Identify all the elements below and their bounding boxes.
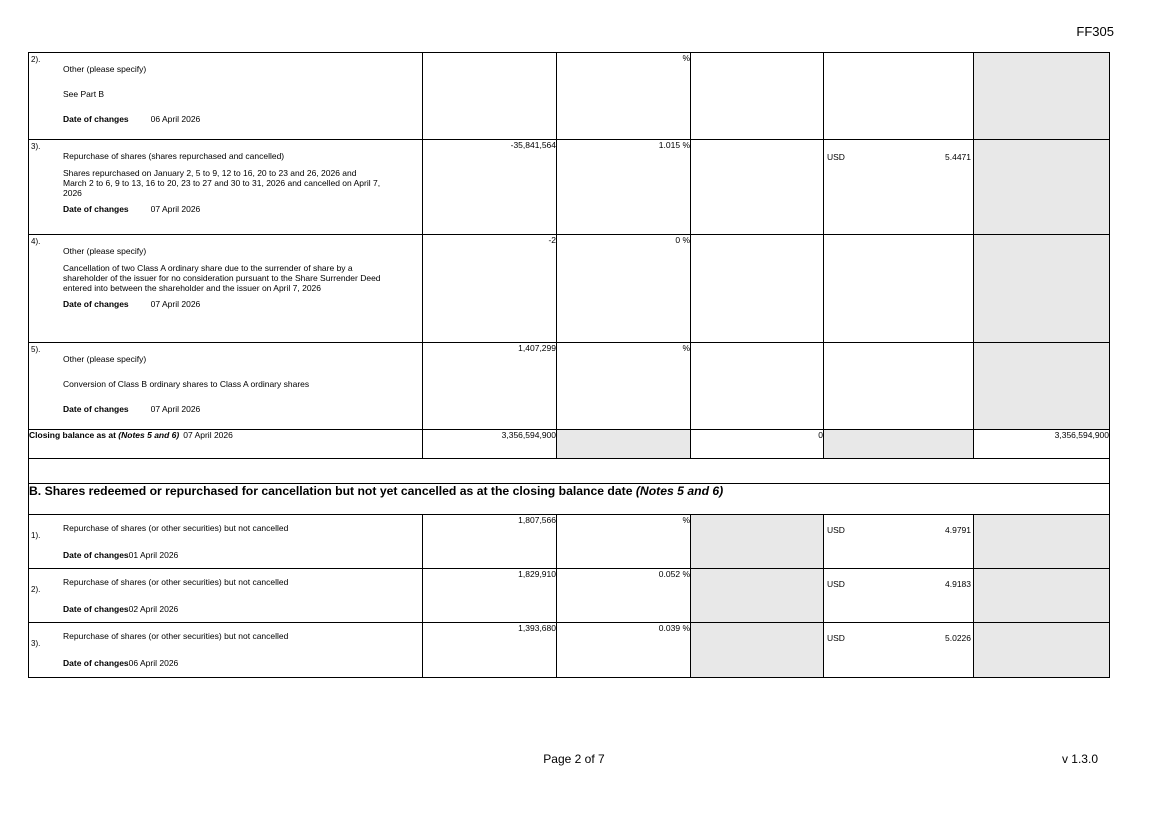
price-cell — [824, 343, 974, 430]
gray-cell — [824, 430, 974, 459]
row-description — [29, 53, 423, 140]
percent-value: 0.052 — [658, 569, 681, 579]
date-label: Date of changes — [63, 604, 129, 614]
percent-cell — [557, 515, 691, 569]
date-value: 06 April 2026 — [150, 114, 201, 124]
section-b-notes: (Notes 5 and 6) — [635, 484, 724, 498]
price-value: 5.0226 — [945, 633, 971, 643]
percent-sign: % — [682, 140, 690, 150]
closing-balance-row — [29, 430, 1110, 459]
shares-cell: 1,807,566 — [423, 515, 557, 569]
currency: USD — [827, 633, 845, 643]
percent-cell — [557, 235, 691, 343]
row-description — [29, 343, 423, 430]
version-label: v 1.3.0 — [1061, 752, 1098, 766]
gray-cell — [974, 569, 1110, 623]
row-title: Repurchase of shares (shares repurchased and cancelled) — [63, 151, 285, 161]
empty-cell — [691, 235, 824, 343]
percent-cell — [557, 569, 691, 623]
percent-sign: % — [682, 343, 690, 353]
date-of-changes — [29, 114, 422, 128]
row-number: 3). — [31, 142, 41, 151]
date-value: 07 April 2026 — [150, 404, 201, 414]
date-of-changes — [29, 550, 422, 560]
percent-sign: % — [682, 235, 690, 245]
gray-cell — [974, 53, 1110, 140]
price-cell — [824, 53, 974, 140]
percent-cell — [557, 343, 691, 430]
row-title: Repurchase of shares (or other securities) but not cancelled — [63, 523, 289, 533]
price-cell — [824, 515, 974, 569]
gray-cell — [691, 623, 824, 678]
shares-cell: 1,407,299 — [423, 343, 557, 430]
row-description — [29, 515, 423, 569]
row-number: 5). — [31, 345, 41, 354]
price-cell — [824, 235, 974, 343]
price-cell — [824, 623, 974, 678]
section-b-row — [29, 515, 1110, 569]
shares-cell — [423, 53, 557, 140]
page-number: Page 2 of 7 — [543, 752, 605, 766]
date-value: 06 April 2026 — [128, 658, 179, 668]
date-value: 07 April 2026 — [150, 204, 201, 214]
percent-value: 1.015 — [658, 140, 681, 150]
gray-cell — [691, 569, 824, 623]
percent-sign: % — [682, 623, 690, 633]
closing-shares: 3,356,594,900 — [423, 430, 557, 459]
row-description — [29, 235, 423, 343]
date-value: 02 April 2026 — [128, 604, 179, 614]
gray-cell — [974, 623, 1110, 678]
date-value: 07 April 2026 — [150, 299, 201, 309]
row-number: 4). — [31, 237, 41, 246]
percent-value: 0 — [675, 235, 681, 245]
row-detail: Cancellation of two Class A ordinary share due to the surrender of share by a shareholder of the issuer for no consideration pursuant to the Share Surrender Deed entered into between the shareholder and the issuer on April 7, 2026 — [63, 263, 381, 293]
section-b-heading — [29, 484, 1110, 515]
shares-cell: -2 — [423, 235, 557, 343]
date-value: 01 April 2026 — [128, 550, 179, 560]
closing-date: 07 April 2026 — [183, 430, 233, 440]
date-of-changes — [29, 204, 422, 218]
section-a-row — [29, 343, 1110, 430]
spacer-cell — [29, 459, 1110, 484]
percent-cell — [557, 53, 691, 140]
date-of-changes — [29, 658, 422, 668]
closing-balance-label — [29, 430, 423, 459]
date-label: Date of changes — [63, 658, 129, 668]
price-value: 4.9183 — [945, 579, 971, 589]
gray-cell — [974, 235, 1110, 343]
closing-total: 3,356,594,900 — [974, 430, 1110, 459]
date-of-changes — [29, 299, 422, 313]
percent-value: 0.039 — [658, 623, 681, 633]
row-detail: See Part B — [63, 89, 105, 99]
date-of-changes — [29, 604, 422, 614]
price-cell — [824, 569, 974, 623]
percent-sign: % — [682, 515, 690, 525]
row-description — [29, 569, 423, 623]
row-detail: Shares repurchased on January 2, 5 to 9, 12 to 16, 20 to 23 and 26, 2026 and March 2 to 6, 9 to 13, 16 to 20, 23 to 27 and 30 to 31, 2026 and cancelled on April 7, 2026 — [63, 168, 381, 198]
price-value: 4.9791 — [945, 525, 971, 535]
date-label: Date of changes — [63, 550, 129, 560]
closing-label: Closing balance as at — [29, 430, 116, 440]
gray-cell — [974, 343, 1110, 430]
spacer-row — [29, 459, 1110, 484]
gray-cell — [557, 430, 691, 459]
gray-cell — [691, 515, 824, 569]
date-label: Date of changes — [63, 404, 129, 414]
closing-col4: 0 — [691, 430, 824, 459]
row-title: Other (please specify) — [63, 354, 147, 364]
row-number: 2). — [31, 55, 41, 64]
row-detail: Conversion of Class B ordinary shares to Class A ordinary shares — [63, 379, 310, 389]
date-label: Date of changes — [63, 299, 129, 309]
section-a-row — [29, 53, 1110, 140]
section-b-header-row — [29, 484, 1110, 515]
empty-cell — [691, 343, 824, 430]
section-b-row — [29, 623, 1110, 678]
row-number: 3). — [31, 639, 41, 648]
date-label: Date of changes — [63, 204, 129, 214]
shares-movement-table — [28, 52, 1110, 678]
percent-cell — [557, 140, 691, 235]
date-label: Date of changes — [63, 114, 129, 124]
percent-sign: % — [682, 53, 690, 63]
shares-cell: 1,829,910 — [423, 569, 557, 623]
row-number: 2). — [31, 585, 41, 594]
currency: USD — [827, 579, 845, 589]
empty-cell — [691, 53, 824, 140]
section-b-title: B. Shares redeemed or repurchased for cancellation but not yet cancelled as at the closing balance date — [29, 484, 633, 498]
row-number: 1). — [31, 531, 41, 540]
percent-cell — [557, 623, 691, 678]
row-description — [29, 623, 423, 678]
form-code: FF305 — [1076, 24, 1114, 39]
row-title: Repurchase of shares (or other securities) but not cancelled — [63, 631, 289, 641]
row-description — [29, 140, 423, 235]
price-value: 5.4471 — [945, 152, 971, 162]
closing-notes: (Notes 5 and 6) — [118, 430, 180, 440]
row-title: Other (please specify) — [63, 246, 147, 256]
currency: USD — [827, 152, 845, 162]
empty-cell — [691, 140, 824, 235]
row-title: Other (please specify) — [63, 64, 147, 74]
section-b-row — [29, 569, 1110, 623]
section-a-row — [29, 235, 1110, 343]
shares-cell: 1,393,680 — [423, 623, 557, 678]
gray-cell — [974, 140, 1110, 235]
currency: USD — [827, 525, 845, 535]
shares-cell: -35,841,564 — [423, 140, 557, 235]
section-a-row — [29, 140, 1110, 235]
date-of-changes — [29, 404, 422, 418]
gray-cell — [974, 515, 1110, 569]
row-title: Repurchase of shares (or other securities) but not cancelled — [63, 577, 289, 587]
percent-sign: % — [682, 569, 690, 579]
price-cell — [824, 140, 974, 235]
